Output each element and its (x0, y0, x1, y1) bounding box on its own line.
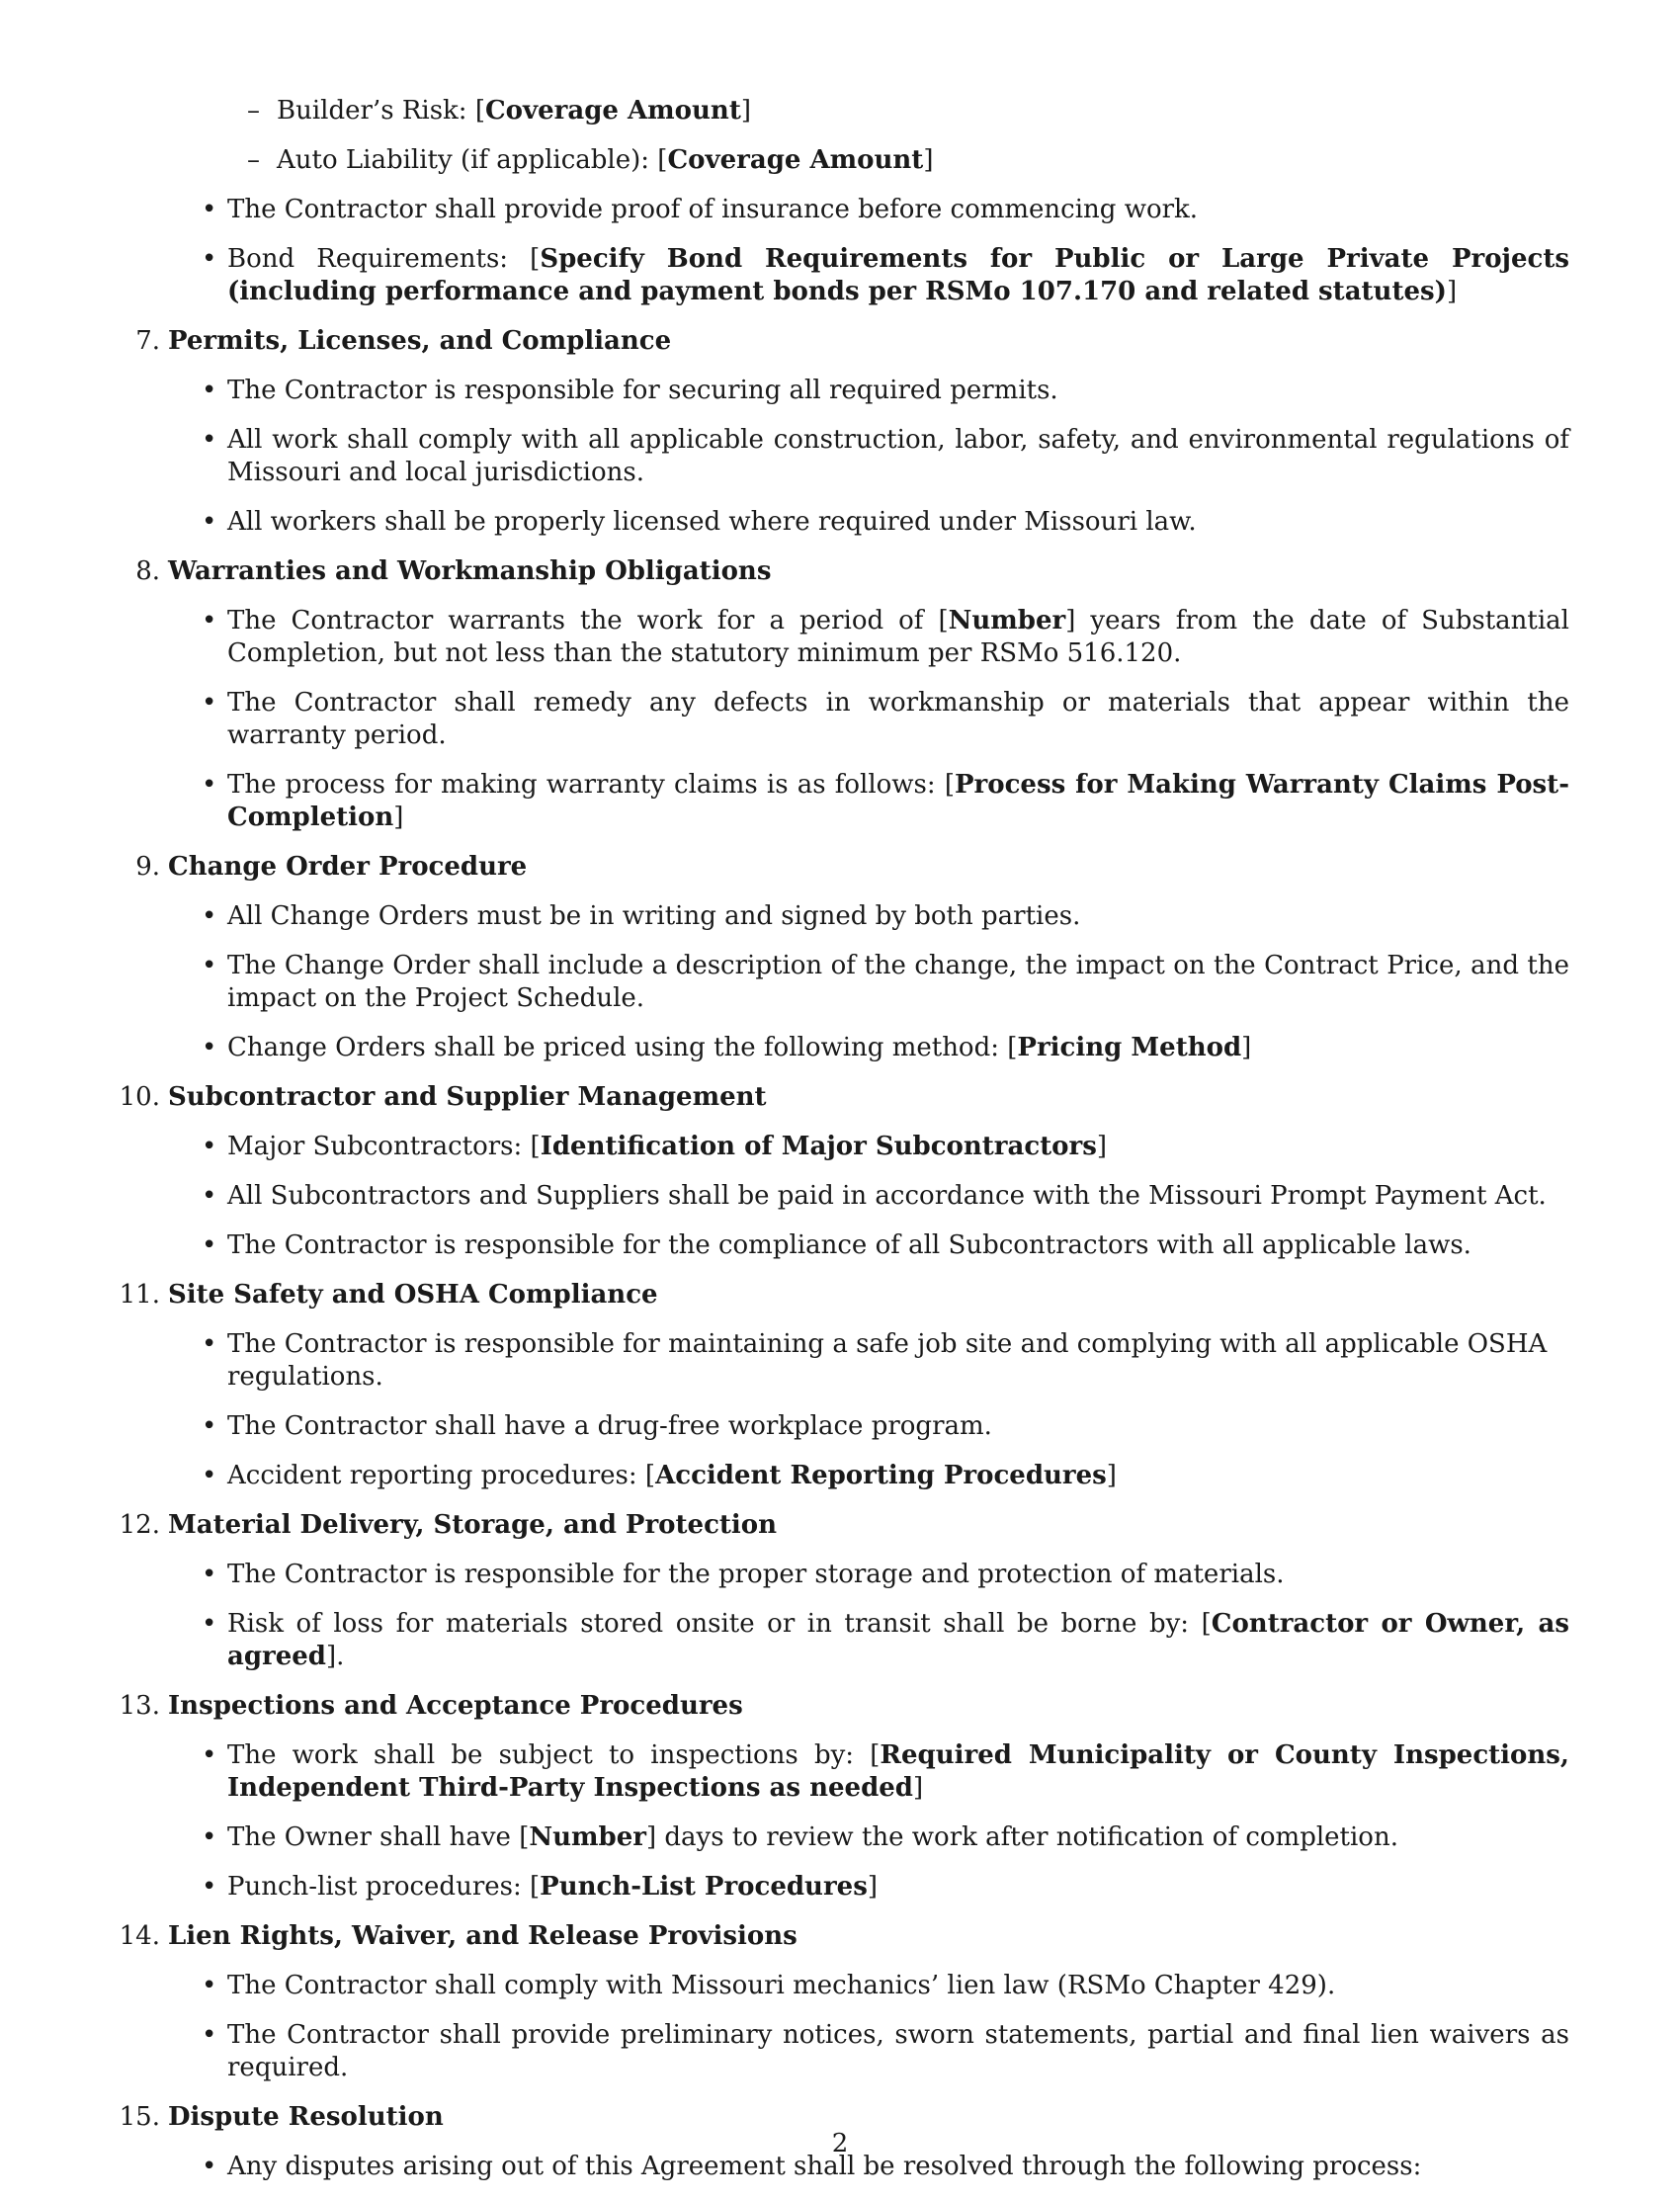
section-12 (119, 1509, 1581, 1673)
section-heading: 11. Site Safety and OSHA Compliance (119, 1280, 658, 1310)
list-item: • All Subcontractors and Suppliers shall be paid in accordance with the Missouri Prompt Payment Act. (202, 1181, 1547, 1211)
list-item: • The Contractor is responsible for maintaining a safe job site and complying with all applicable OSHA regulations. (202, 1329, 1548, 1392)
section-heading: 9. Change Order Procedure (135, 852, 528, 882)
section-11 (119, 1279, 1581, 1492)
list-item: • The Change Order shall include a description of the change, the impact on the Contract Price, and the impact on the Project Schedule. (202, 951, 1569, 1013)
section-13 (119, 1690, 1581, 1904)
page-number: 2 (831, 2129, 849, 2158)
section-heading: 15. Dispute Resolution (119, 2102, 444, 2132)
section-heading: 13. Inspections and Acceptance Procedures (119, 1691, 743, 1721)
section-10 (119, 1081, 1581, 1262)
list-item: • Change Orders shall be priced using the following method: [Pricing Method] (202, 1033, 1252, 1062)
section-heading: 14. Lien Rights, Waiver, and Release Provisions (119, 1921, 798, 1951)
list-item: • All Change Orders must be in writing and signed by both parties. (202, 901, 1081, 931)
list-item: • Any disputes arising out of this Agreement shall be resolved through the following process: (202, 2152, 1422, 2181)
list-item: • Bond Requirements: [Specify Bond Requirements for Public or Large Private Projects (including performance and payment bonds per RSMo 107.170 and related statutes)] (202, 244, 1569, 306)
list-item: • The Contractor shall provide proof of insurance before commencing work. (202, 195, 1199, 224)
section-heading: 8. Warranties and Workmanship Obligations (135, 556, 772, 586)
list-item: • The process for making warranty claims is as follows: [Process for Making Warranty Claims Post-Completion] (202, 770, 1569, 832)
section-14 (119, 1920, 1581, 2084)
insurance-subitem: – Auto Liability (if applicable): [Coverage Amount] (247, 145, 934, 175)
list-item: • Accident reporting procedures: [Accident Reporting Procedures] (202, 1461, 1117, 1490)
list-item: • The Contractor shall comply with Missouri mechanics’ lien law (RSMo Chapter 429). (202, 1971, 1336, 2000)
list-item: • The Contractor is responsible for the proper storage and protection of materials. (202, 1560, 1285, 1589)
list-item: • Punch-list procedures: [Punch-List Procedures] (202, 1872, 878, 1902)
section-heading: 7. Permits, Licenses, and Compliance (135, 326, 672, 356)
list-item: • The work shall be subject to inspections by: [Required Municipality or County Inspections, Independent Third-Party Inspections as needed] (202, 1740, 1569, 1803)
section-heading: 10. Subcontractor and Supplier Management (119, 1082, 767, 1112)
section-9 (128, 851, 1581, 1064)
list-item: • All workers shall be properly licensed where required under Missouri law. (202, 507, 1197, 537)
list-item: • All work shall comply with all applicable construction, labor, safety, and environmental regulations of Missouri and local jurisdictions. (202, 425, 1569, 487)
document-body (119, 95, 1581, 2200)
list-item: • The Owner shall have [Number] days to review the work after notification of completion. (202, 1822, 1398, 1852)
list-item: • The Contractor is responsible for the compliance of all Subcontractors with all applicable laws. (202, 1230, 1471, 1260)
list-item: • The Contractor is responsible for securing all required permits. (202, 376, 1058, 405)
section-heading: 12. Material Delivery, Storage, and Protection (119, 1510, 778, 1540)
list-item: • The Contractor warrants the work for a period of [Number] years from the date of Substantial Completion, but not less than the statutory minimum per RSMo 516.120. (202, 606, 1569, 668)
list-item: • The Contractor shall remedy any defects in workmanship or materials that appear within the warranty period. (202, 688, 1569, 750)
insurance-subitem: – Builder’s Risk: [Coverage Amount] (247, 96, 751, 126)
section-7 (128, 325, 1581, 539)
list-item: • The Contractor shall have a drug-free workplace program. (202, 1411, 992, 1441)
list-item: • Risk of loss for materials stored onsite or in transit shall be borne by: [Contractor or Owner, as agreed]. (202, 1609, 1569, 1671)
list-item: • The Contractor shall provide preliminary notices, sworn statements, partial and final lien waivers as required. (202, 2020, 1569, 2082)
list-item: • Major Subcontractors: [Identification of Major Subcontractors] (202, 1132, 1107, 1161)
section-8 (128, 555, 1581, 834)
